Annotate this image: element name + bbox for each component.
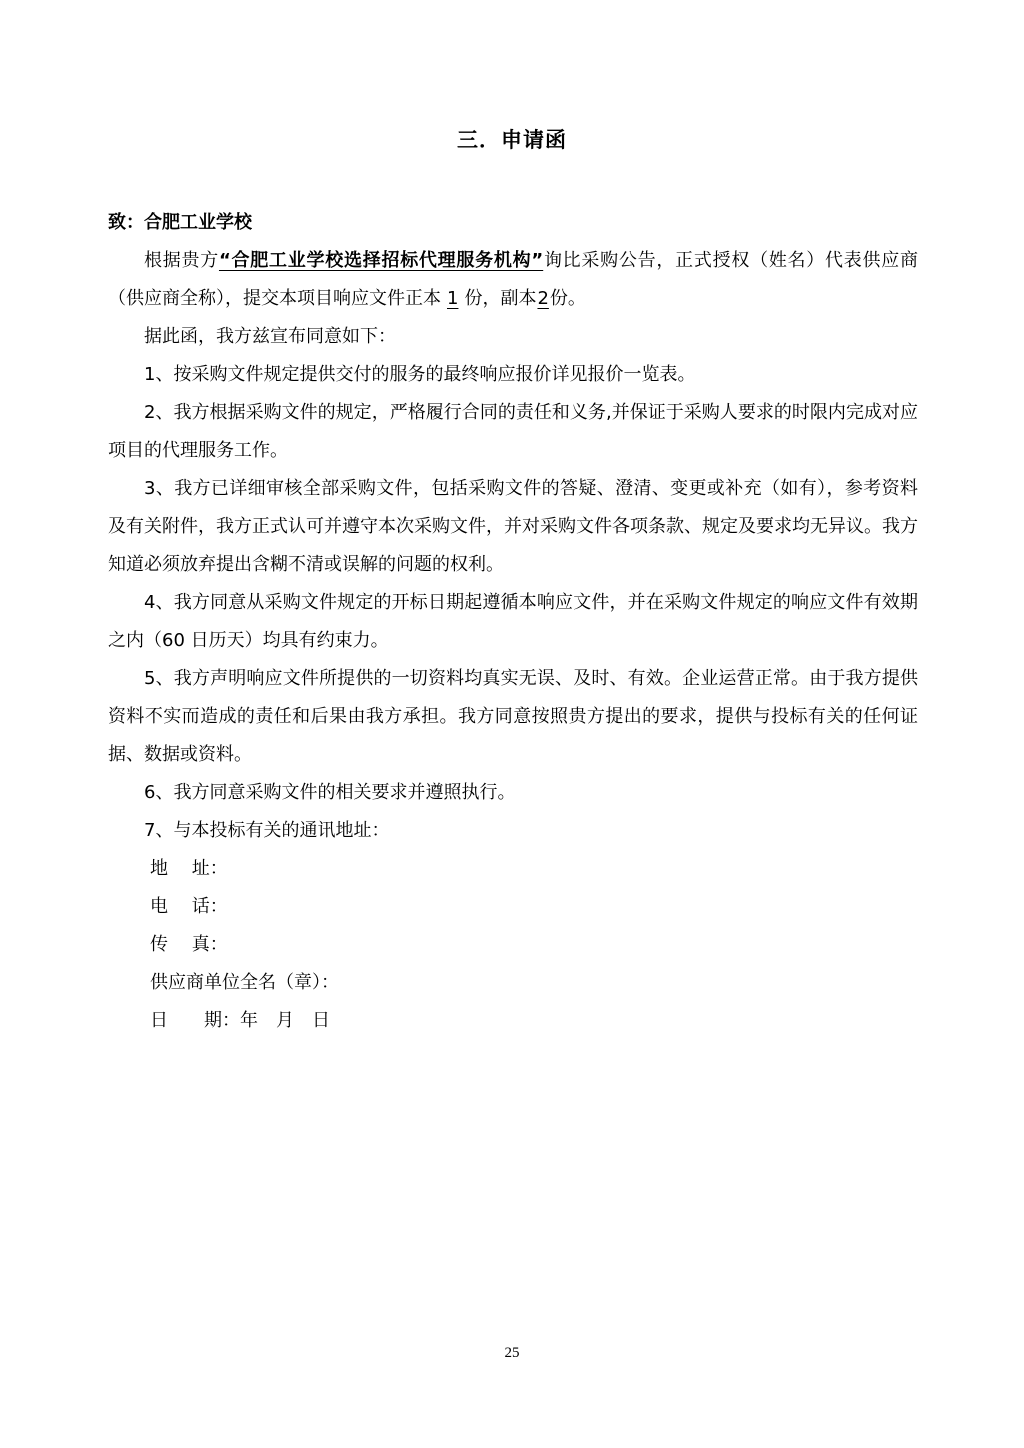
clause-1: 1、按采购文件规定提供交付的服务的最终响应报价详见报价一览表。 — [144, 364, 696, 385]
clause-5: 5、我方声明响应文件所提供的一切资料均真实无误、及时、有效。企业运营正常。由于我方提供资料不实而造成的责任和后果由我方承担。我方同意按照贵方提出的要求，提供与投标有关的任何证据、数据或资料。 — [108, 668, 918, 765]
clause-3: 3、我方已详细审核全部采购文件，包括采购文件的答疑、澄清、变更或补充（如有），参考资料及有关附件，我方正式认可并遵守本次采购文件，并对采购文件各项条款、规定及要求均无异议。我方知道必须放弃提出含糊不清或误解的问题的权利。 — [108, 478, 918, 575]
clause-4: 4、我方同意从采购文件规定的开标日期起遵循本响应文件，并在采购文件规定的响应文件有效期之内（60 日历天）均具有约束力。 — [108, 592, 918, 651]
intro-paragraph — [108, 242, 918, 318]
address-label: 地 址： — [150, 858, 228, 879]
date-label: 日 期：年 月 日 — [150, 1010, 330, 1031]
fax-label: 传 真： — [150, 934, 228, 955]
page-title: 三．申请函 — [457, 128, 567, 152]
letter-body — [108, 242, 918, 1040]
copy-label: 份，副本 — [464, 288, 537, 309]
original-count: 1 — [447, 288, 459, 309]
project-name: “合肥工业学校选择招标代理服务机构” — [218, 250, 544, 271]
intro-suffix: 份。 — [549, 288, 586, 309]
clause-7: 7、与本投标有关的通讯地址： — [144, 820, 390, 841]
intro-prefix: 根据贵方 — [144, 250, 219, 271]
page-number: 25 — [504, 1345, 520, 1361]
recipient-line: 致：合肥工业学校 — [108, 212, 252, 233]
copy-count: 2 — [537, 288, 549, 309]
phone-label: 电 话： — [150, 896, 228, 917]
clause-6: 6、我方同意采购文件的相关要求并遵照执行。 — [144, 782, 516, 803]
declaration-intro: 据此函，我方兹宣布同意如下： — [144, 326, 396, 347]
clause-2: 2、我方根据采购文件的规定，严格履行合同的责任和义务,并保证于采购人要求的时限内完成对应项目的代理服务工作。 — [108, 402, 918, 461]
supplier-name-label: 供应商单位全名（章）： — [150, 972, 339, 993]
intro-middle: 询比采购公告，正式授权（姓名）代表供应商（供应商全称），提交本项目响应文件正本 — [108, 250, 918, 309]
